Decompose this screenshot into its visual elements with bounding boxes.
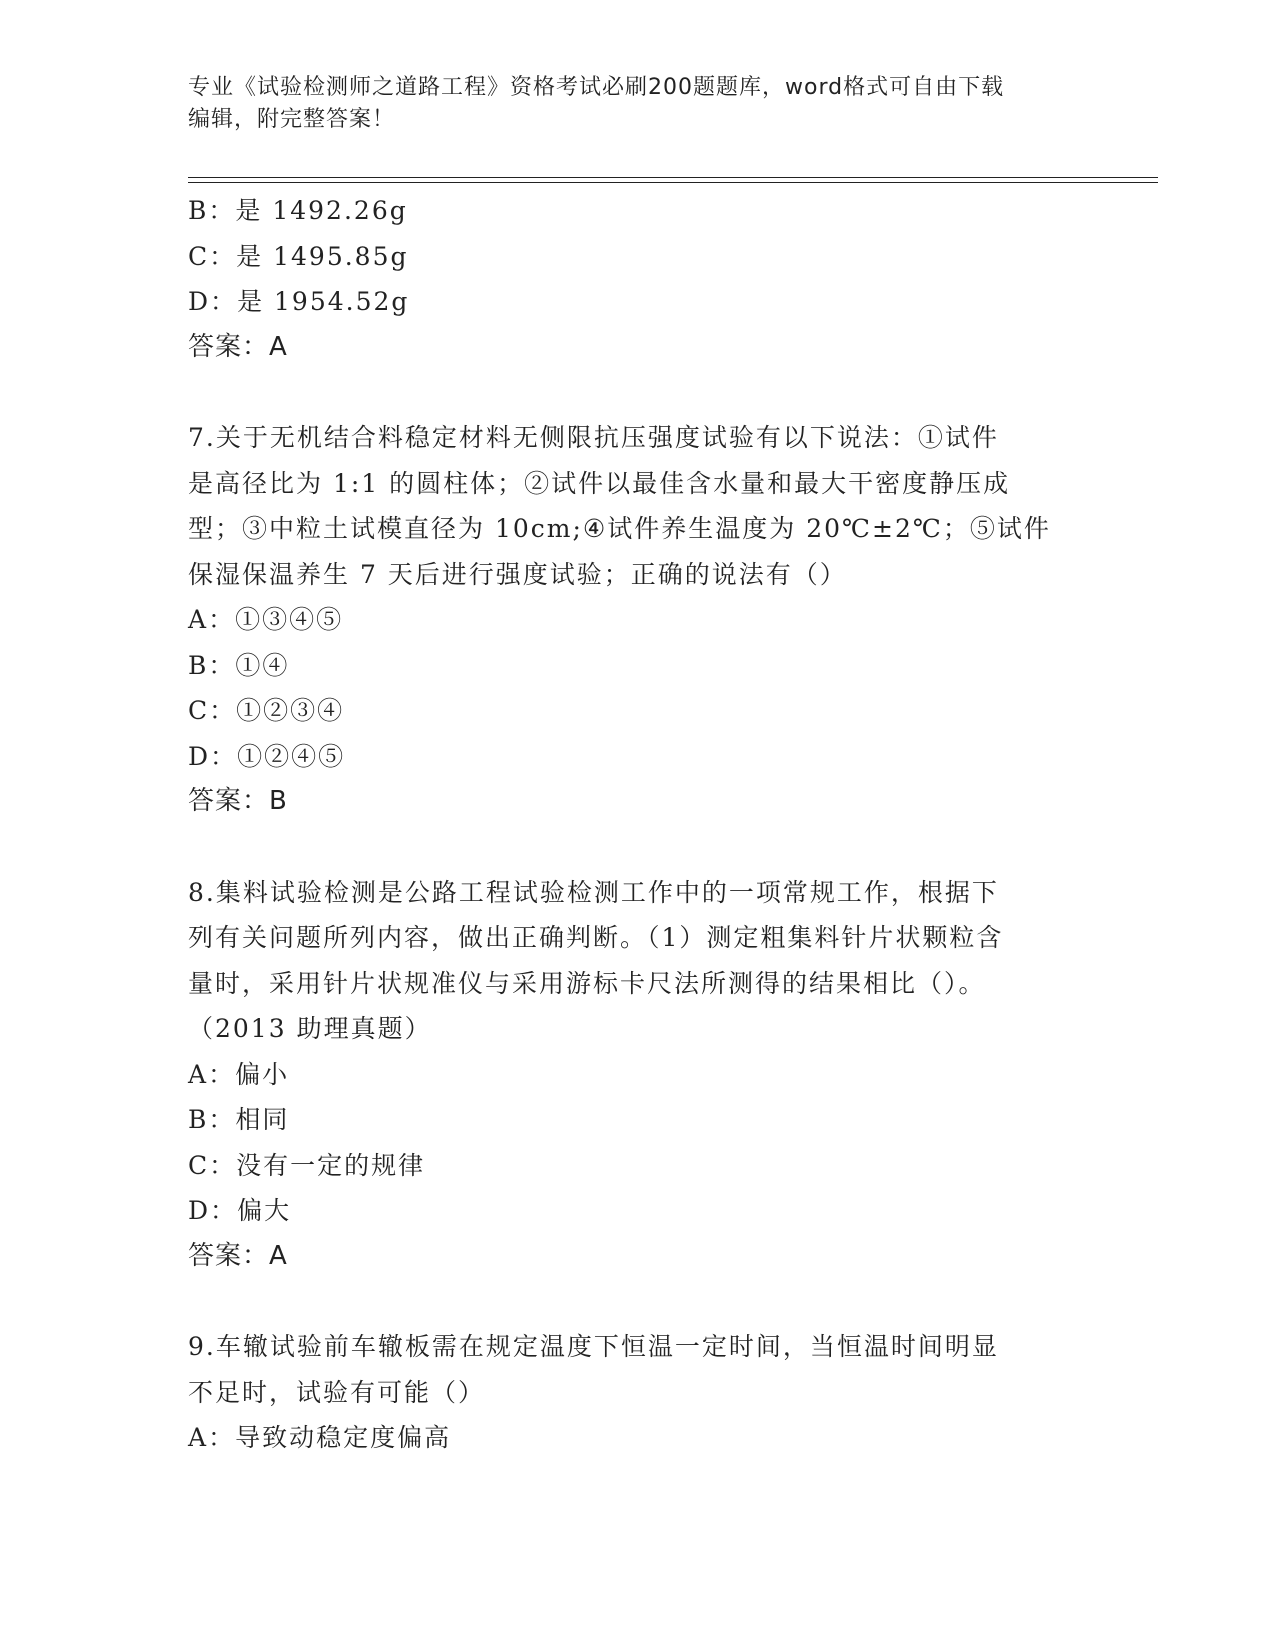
option-text: 没有一定的规律 <box>236 1150 426 1180</box>
option-text: 偏大 <box>237 1196 292 1225</box>
question-line: （2013 助理真题） <box>188 1014 432 1043</box>
option-label: B <box>188 196 209 225</box>
spacer <box>188 825 1083 870</box>
option-text: 是 1954.52g <box>237 287 410 316</box>
option-label: C <box>188 1150 210 1180</box>
question-line: 8.集料试验检测是公路工程试验检测工作中的一项常规工作，根据下 <box>188 877 999 907</box>
document-header <box>188 72 1068 136</box>
question-line: 列有关问题所列内容，做出正确判断。（1）测定粗集料针片状颗粒含 <box>188 923 1004 952</box>
header-line-2: 编辑，附完整答案！ <box>188 107 396 132</box>
question-8 <box>188 870 1083 1280</box>
option-text: 相同 <box>235 1105 290 1134</box>
question-text <box>188 870 1083 1052</box>
option-c: C：没有一定的规律 <box>188 1150 426 1180</box>
option-d: D：偏大 <box>188 1196 292 1225</box>
option-text: ①③④⑤ <box>235 605 344 634</box>
option-c: C：①②③④ <box>188 696 345 725</box>
option-text: 偏小 <box>235 1059 290 1089</box>
option-label: A <box>188 1059 209 1089</box>
question-line: 是高径比为 1:1 的圆柱体；②试件以最佳含水量和最大干密度静压成 <box>188 468 1011 498</box>
answer-line: 答案：A <box>188 331 288 362</box>
option-label: B <box>188 1105 209 1134</box>
option-label: C <box>188 241 210 271</box>
question-text <box>188 415 1083 597</box>
question-line: 型；③中粒土试模直径为 10cm;④试件养生温度为 20℃±2℃；⑤试件 <box>188 514 1051 543</box>
answer-line: 答案：A <box>188 1240 288 1271</box>
spacer <box>188 370 1083 415</box>
question-line: 7.关于无机结合料稳定材料无侧限抗压强度试验有以下说法：①试件 <box>188 423 999 452</box>
question-line: 保湿保温养生 7 天后进行强度试验；正确的说法有（） <box>188 559 847 589</box>
option-label: D <box>188 741 211 771</box>
option-b: B：是 1492.26g <box>188 196 408 225</box>
option-text: ①②④⑤ <box>237 741 346 771</box>
question-line: 量时，采用针片状规准仪与采用游标卡尺法所测得的结果相比（）。 <box>188 968 986 998</box>
prev-question <box>188 188 1083 370</box>
question-text <box>188 1324 1083 1415</box>
option-text: 导致动稳定度偏高 <box>235 1423 452 1452</box>
header-line-1: 专业《试验检测师之道路工程》资格考试必刷200题题库，word格式可自由下载 <box>188 75 1005 100</box>
question-list <box>188 188 1083 1461</box>
option-text: ①④ <box>235 650 290 680</box>
option-d: D：①②④⑤ <box>188 741 346 771</box>
option-b: B：①④ <box>188 650 290 680</box>
question-9 <box>188 1324 1083 1461</box>
option-b: B：相同 <box>188 1105 290 1134</box>
question-line: 不足时，试验有可能（） <box>188 1377 486 1407</box>
option-label: A <box>188 1423 209 1452</box>
option-a: A：导致动稳定度偏高 <box>188 1423 452 1452</box>
spacer <box>188 1279 1083 1324</box>
option-a: A：①③④⑤ <box>188 605 344 634</box>
option-label: D <box>188 287 211 316</box>
option-label: B <box>188 650 209 680</box>
option-d: D：是 1954.52g <box>188 287 410 316</box>
header-divider-top <box>188 177 1158 178</box>
option-label: D <box>188 1196 211 1225</box>
option-text: 是 1495.85g <box>236 241 409 271</box>
option-label: C <box>188 696 210 725</box>
option-c: C：是 1495.85g <box>188 241 409 271</box>
question-7 <box>188 415 1083 825</box>
header-divider-bottom <box>188 182 1158 183</box>
question-line: 9.车辙试验前车辙板需在规定温度下恒温一定时间，当恒温时间明显 <box>188 1332 999 1361</box>
answer-line: 答案：B <box>188 786 288 816</box>
option-text: ①②③④ <box>236 696 345 725</box>
option-a: A：偏小 <box>188 1059 290 1089</box>
option-label: A <box>188 605 209 634</box>
option-text: 是 1492.26g <box>235 196 408 225</box>
